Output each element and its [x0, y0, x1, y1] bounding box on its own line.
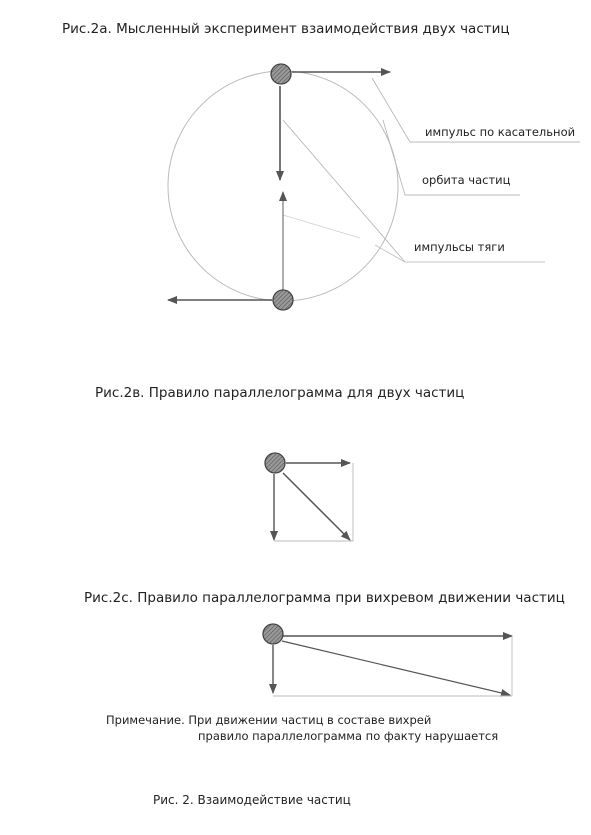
vector-resultant-long — [282, 641, 510, 695]
figure-caption: Рис. 2. Взаимодействие частиц — [153, 793, 351, 807]
tangent-impulse-label: импульс по касательной — [425, 125, 576, 139]
thrust-impulses-label: импульсы тяги — [414, 240, 505, 254]
diagonal-line — [283, 120, 405, 262]
figure-2c-diagram — [263, 624, 512, 696]
particle-2b — [265, 453, 285, 473]
note-line-2: правило параллелограмма по факту нарушается — [198, 729, 499, 743]
particle-2c — [263, 624, 283, 644]
figure-2c-heading: Рис.2с. Правило параллелограмма при вихревом движении частиц — [84, 590, 565, 606]
particle-orbit-label: орбита частиц — [422, 173, 511, 187]
vector-resultant — [283, 473, 350, 540]
note-line-1: Примечание. При движении частиц в составе вихрей — [106, 713, 432, 727]
particle-bottom — [273, 290, 293, 310]
particle-top — [271, 64, 291, 84]
figure-2b-heading: Рис.2в. Правило параллелограмма для двух частиц — [95, 385, 465, 401]
figure-2b-diagram — [265, 453, 353, 541]
thrust-guide-line — [283, 215, 360, 238]
figure-2a-diagram — [168, 64, 580, 310]
figure-2a-heading: Рис.2а. Мысленный эксперимент взаимодействия двух частиц — [62, 21, 510, 37]
